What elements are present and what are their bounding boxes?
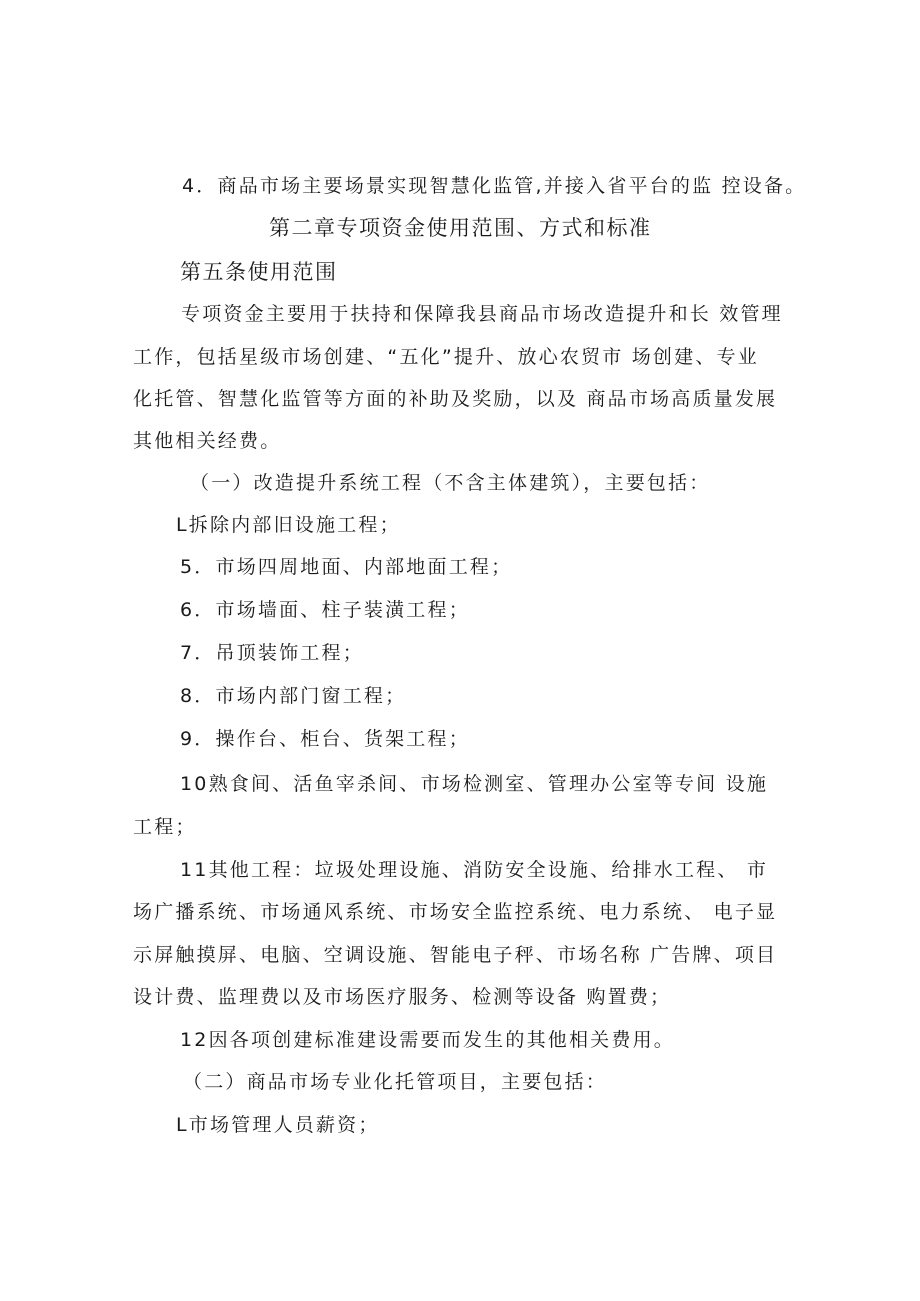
list-item-continuation: 设计费、监理费以及市场医疗服务、检测等设备 购置费； <box>133 986 672 1008</box>
list-item-continuation: 示屏触摸屏、电脑、空调设施、智能电子秤、市场名称 广告牌、项目 <box>133 944 778 966</box>
section-heading-1: （一）改造提升系统工程（不含主体建筑），主要包括： <box>190 472 711 494</box>
paragraph-line-3: 化托管、智慧化监管等方面的补助及奖励，以及 商品市场高质量发展 <box>133 388 778 410</box>
list-item: L市场管理人员薪资； <box>176 1114 380 1136</box>
list-item-continuation: 场广播系统、市场通风系统、市场安全监控系统、电力系统、 电子显 <box>133 901 778 923</box>
list-item: 8．市场内部门窗工程； <box>180 685 407 707</box>
list-item: 11其他工程：垃圾处理设施、消防安全设施、给排水工程、 市 <box>180 859 769 881</box>
paragraph-line-1: 专项资金主要用于扶持和保障我县商品市场改造提升和长 效管理 <box>181 303 783 325</box>
paragraph-line-4: 其他相关经费。 <box>133 430 282 452</box>
list-item: 9．操作台、柜台、货架工程； <box>180 728 470 750</box>
list-item: 6．市场墙面、柱子装潢工程； <box>180 599 470 621</box>
list-item: 7．吊顶装饰工程； <box>180 642 364 664</box>
article-heading: 第五条使用范围 <box>180 260 338 284</box>
list-item-continuation: 工程； <box>133 816 197 838</box>
section-heading-2: （二）商品市场专业化托管项目，主要包括： <box>183 1071 608 1093</box>
paragraph-item-4: 4．商品市场主要场景实现智慧化监管,并接入省平台的监 控设备。 <box>182 175 807 197</box>
list-item: 5．市场四周地面、内部地面工程； <box>180 556 513 578</box>
paragraph-line-2: 工作，包括星级市场创建、“五化”提升、放心农贸市 场创建、专业 <box>133 346 759 368</box>
list-item: L拆除内部旧设施工程； <box>176 514 401 536</box>
chapter-heading: 第二章专项资金使用范围、方式和标准 <box>269 216 652 240</box>
list-item: 12因各项创建标准建设需要而发生的其他相关费用。 <box>180 1029 675 1051</box>
list-item: 10熟食间、活鱼宰杀间、市场检测室、管理办公室等专间 设施 <box>180 773 769 795</box>
